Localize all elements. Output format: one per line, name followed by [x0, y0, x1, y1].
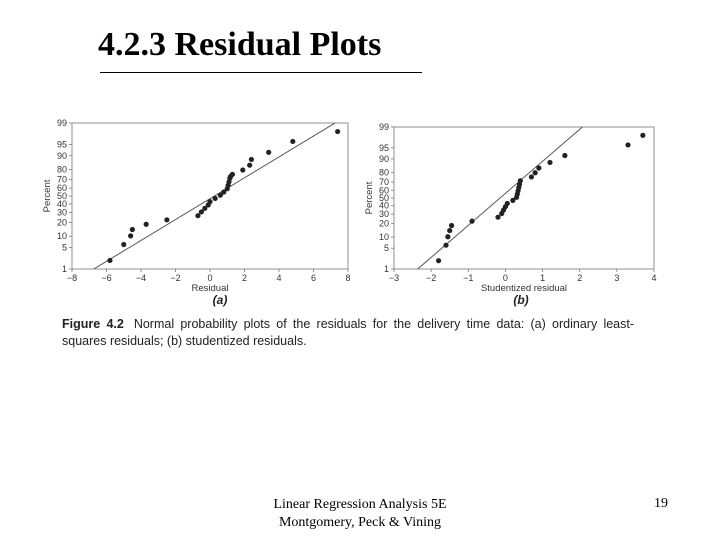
panel-a-ytick-label: 80 [56, 164, 67, 175]
panel-b-xtick-label: 4 [651, 273, 657, 283]
panel-a-panel-label: (a) [212, 293, 228, 307]
panel-b-xtick-label: 1 [540, 273, 546, 283]
panel-b-ytick-label: 40 [378, 200, 389, 211]
panel-b-ytick-label: 95 [378, 142, 389, 153]
panel-b-data-point [436, 258, 441, 263]
footer-authors: Montgomery, Peck & Vining [278, 515, 442, 530]
panel-b-ytick-label: 90 [378, 153, 389, 164]
panel-b-xtick-label: 2 [577, 273, 583, 283]
panel-a-data-point [247, 163, 252, 168]
panel-b-ytick-label: 20 [378, 218, 389, 229]
panel-b-ytick-label: 99 [378, 122, 389, 132]
panel-b-data-point [625, 142, 630, 147]
panel-a-ytick-label: 20 [56, 217, 67, 228]
panel-a-ytick-label: 10 [56, 231, 67, 242]
panel-b-data-point [447, 228, 452, 233]
panel-b-xtick-label: −1 [463, 273, 474, 283]
panel-a-x-axis-label: Residual [191, 283, 229, 294]
panel-a-xtick-label: 0 [207, 273, 213, 283]
figure-caption [62, 316, 634, 350]
panel-b-panel-label: (b) [513, 293, 529, 307]
panel-b-ytick-label: 5 [383, 243, 389, 254]
panel-b-data-point [547, 160, 552, 165]
panel-b-data-point [445, 234, 450, 239]
slide-title: 4.2.3 Residual Plots [98, 26, 382, 63]
panel-b-data-point [529, 174, 534, 179]
panel-a-ytick-label: 50 [56, 191, 67, 201]
panel-a-ytick-label: 70 [56, 174, 67, 185]
panel-a-data-point [164, 217, 169, 222]
panel-a-data-point [335, 129, 340, 134]
panel-b-plot-frame [394, 127, 654, 269]
panel-b-y-axis-label: Percent [364, 181, 375, 215]
panel-b-xtick-label: −3 [388, 273, 400, 283]
panel-b-data-point [533, 170, 538, 175]
panel-a-ytick-label: 60 [56, 183, 67, 194]
panel-a-xtick-label: −4 [135, 273, 147, 283]
panel-a-ytick-label: 1 [61, 264, 67, 274]
panel-a-xtick-label: 2 [241, 273, 248, 283]
panel-a-xtick-label: −6 [101, 273, 112, 283]
panel-a-ytick-label: 99 [56, 118, 67, 128]
panel-b-data-point [469, 219, 474, 224]
panel-a-data-point [266, 150, 271, 155]
panel-a-fit-line [72, 115, 351, 283]
panel-b-ytick-label: 70 [378, 176, 389, 187]
panel-b-data-point [562, 153, 567, 158]
panel-b-ytick-label: 80 [378, 167, 389, 178]
panel-a-data-point [207, 199, 212, 204]
panel-a-ytick-label: 5 [61, 242, 67, 253]
footer-book-title: Linear Regression Analysis 5E [273, 497, 447, 512]
panel-b-data-point [640, 133, 645, 138]
panel-a-data-point [107, 258, 112, 263]
panel-a-data-point [128, 233, 133, 238]
panel-a-data-point [230, 172, 235, 177]
panel-a-plot-frame [72, 123, 348, 269]
panel-a-ytick-label: 95 [56, 139, 67, 150]
panel-a-data-point [249, 157, 254, 162]
caption-label: Figure 4.2 [62, 317, 124, 331]
panel-b-xtick-label: 3 [614, 273, 620, 283]
page-number: 19 [654, 496, 668, 511]
title-underline [100, 72, 422, 73]
panel-a-plot [42, 115, 351, 307]
panel-b-ytick-label: 50 [378, 193, 389, 203]
panel-b-data-point [505, 201, 510, 206]
panel-b-data-point [495, 215, 500, 220]
panel-a-data-point [144, 222, 149, 227]
panel-b-xtick-label: −2 [426, 273, 437, 283]
panel-a-data-point [290, 139, 295, 144]
panel-b-ytick-label: 10 [378, 232, 389, 243]
panel-b-ytick-label: 30 [378, 209, 389, 220]
panel-a-y-axis-label: Percent [42, 179, 53, 213]
panel-b-data-point [518, 178, 523, 183]
panel-a-xtick-label: 6 [310, 273, 317, 283]
panel-b-ytick-label: 1 [383, 264, 389, 274]
panel-b-ytick-label: 60 [378, 185, 389, 196]
panel-a-ytick-label: 30 [56, 207, 67, 218]
panel-b-fit-line [409, 104, 610, 277]
panel-b-xtick-label: 0 [502, 273, 508, 283]
panel-a-ytick-label: 40 [56, 198, 67, 209]
panel-a-xtick-label: −8 [66, 273, 78, 283]
panel-b-data-point [443, 243, 448, 248]
caption-text: Normal probability plots of the residuals for the delivery time data: (a) ordinary least-squares residuals; (b) studentized residuals. [62, 317, 635, 348]
panel-b-plot [364, 104, 657, 307]
panel-a-xtick-label: 8 [345, 273, 351, 283]
panel-a-data-point [213, 196, 218, 201]
footer-source [258, 496, 462, 532]
panel-b-data-point [536, 165, 541, 170]
panel-b-data-point [449, 223, 454, 228]
panel-a-data-point [130, 227, 135, 232]
panel-a-ytick-label: 90 [56, 150, 67, 161]
panel-a-data-point [121, 242, 126, 247]
panel-a-xtick-label: 4 [276, 273, 282, 283]
panel-a-data-point [240, 167, 245, 172]
panel-a-xtick-label: −2 [170, 273, 181, 283]
panel-b-x-axis-label: Studentized residual [480, 283, 568, 294]
